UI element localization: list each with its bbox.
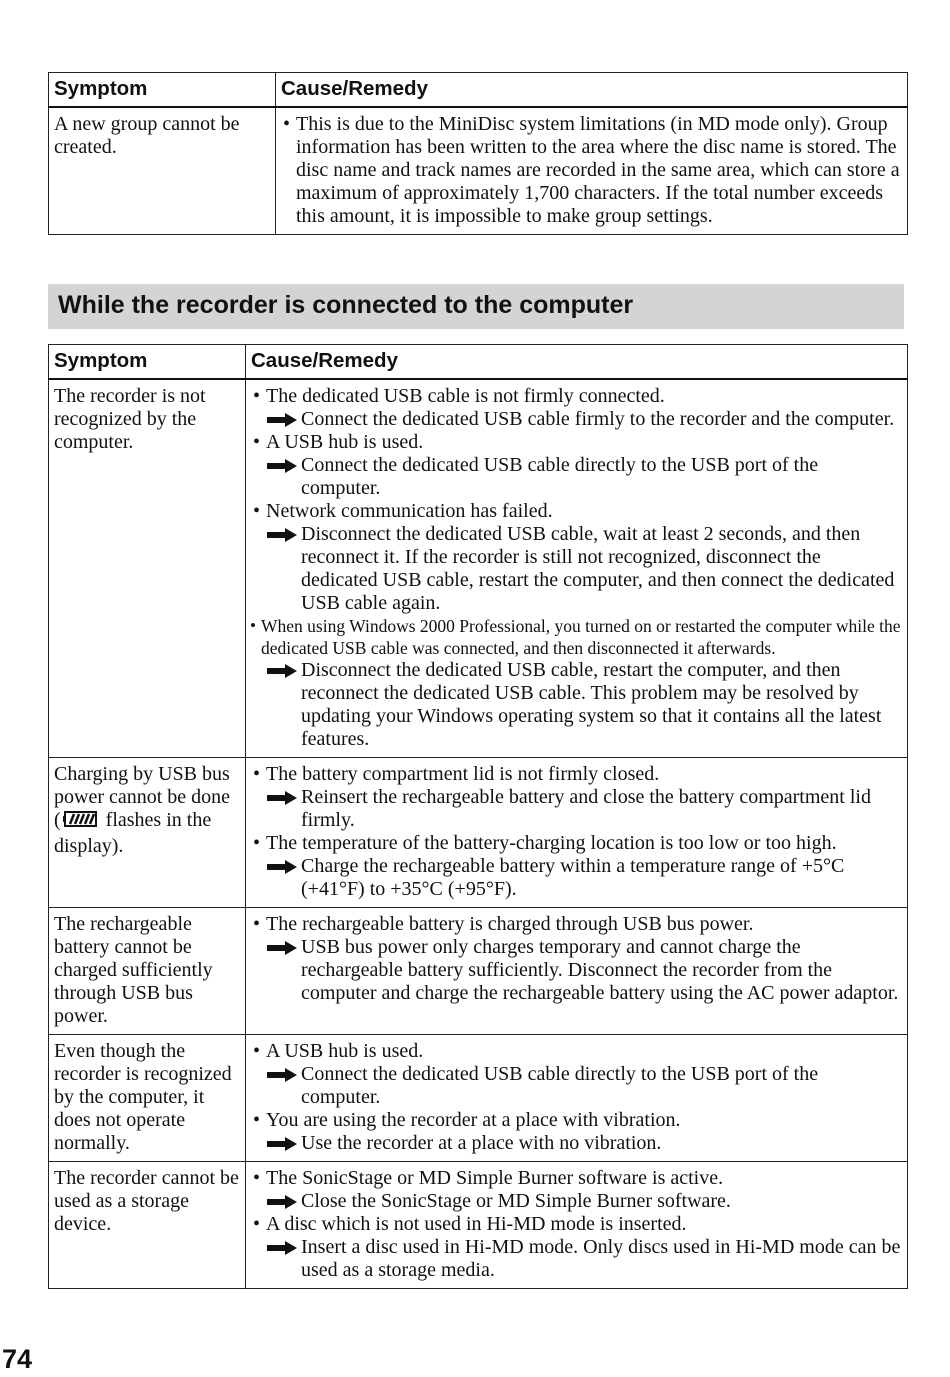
remedy-text: Connect the dedicated USB cable directly to the USB port of the computer.	[301, 1063, 819, 1108]
cause-bullet: • Network communication has failed.	[253, 500, 901, 523]
arrow-right-icon	[267, 528, 297, 542]
cause-bullet: • The temperature of the battery-charging location is too low or too high.	[253, 832, 901, 855]
cause-bullet: • This is due to the MiniDisc system limitations (in MD mode only). Group information has been written to the area where the disc name is stored. The disc name and track names are recorded in the same area, which can store a maximum of approximately 1,700 characters. If the total number exceeds this amount, it is impossible to make group settings.	[283, 113, 901, 228]
remedy-arrow-item	[253, 1236, 901, 1282]
remedy-arrow-item	[253, 936, 901, 1005]
remedy-arrow-item	[253, 454, 901, 500]
main-troubleshooting-table	[48, 344, 908, 1289]
symptom-cell: A new group cannot be created.	[49, 107, 276, 235]
remedy-arrow-item	[253, 786, 901, 832]
remedy-cell	[246, 379, 908, 758]
table-row	[49, 758, 908, 908]
symptom-cell: The recorder is not recognized by the computer.	[49, 379, 246, 758]
remedy-cell	[246, 1035, 908, 1162]
arrow-right-icon	[267, 459, 297, 473]
table-row	[49, 107, 908, 235]
cause-bullet: • The SonicStage or MD Simple Burner software is active.	[253, 1167, 901, 1190]
arrow-right-icon	[267, 860, 297, 874]
table-row	[49, 379, 908, 758]
remedy-text: Connect the dedicated USB cable directly to the USB port of the computer.	[301, 454, 819, 499]
section-heading-band	[48, 284, 904, 329]
remedy-text: Insert a disc used in Hi-MD mode. Only discs used in Hi-MD mode can be used as a storage media.	[301, 1236, 901, 1281]
arrow-right-icon	[267, 1195, 297, 1209]
cause-bullet: • A USB hub is used.	[253, 1040, 901, 1063]
page-number: 74	[2, 1344, 33, 1374]
remedy-text: Close the SonicStage or MD Simple Burner software.	[301, 1190, 731, 1212]
remedy-text: Use the recorder at a place with no vibration.	[301, 1132, 662, 1154]
symptom-cell: The rechargeable battery cannot be charged sufficiently through USB bus power.	[49, 908, 246, 1035]
arrow-right-icon	[267, 1241, 297, 1255]
cause-remedy-header: Cause/Remedy	[276, 73, 908, 108]
cause-bullet: • You are using the recorder at a place with vibration.	[253, 1109, 901, 1132]
section-title: While the recorder is connected to the computer	[58, 291, 634, 319]
remedy-text: Reinsert the rechargeable battery and close the battery compartment lid firmly.	[301, 786, 871, 831]
remedy-arrow-item	[253, 1063, 901, 1109]
cause-bullet: • A disc which is not used in Hi-MD mode is inserted.	[253, 1213, 901, 1236]
symptom-header: Symptom	[49, 73, 276, 108]
remedy-arrow-item	[253, 408, 901, 431]
remedy-text: Disconnect the dedicated USB cable, wait at least 2 seconds, and then reconnect it. If the recorder is still not recognized, disconnect the dedicated USB cable, restart the computer, and then connect the dedicated USB cable again.	[301, 523, 895, 614]
symptom-cell	[49, 758, 246, 908]
arrow-right-icon	[267, 664, 297, 678]
cause-bullet: • The dedicated USB cable is not firmly connected.	[253, 385, 901, 408]
top-troubleshooting-table	[48, 72, 908, 235]
arrow-right-icon	[267, 1137, 297, 1151]
battery-icon	[63, 809, 99, 835]
table-header-row	[49, 345, 908, 380]
arrow-right-icon	[267, 941, 297, 955]
cause-bullet: • The battery compartment lid is not firmly closed.	[253, 763, 901, 786]
cause-remedy-header: Cause/Remedy	[246, 345, 908, 380]
remedy-text: Connect the dedicated USB cable firmly to the recorder and the computer.	[301, 408, 895, 430]
symptom-cell: The recorder cannot be used as a storage device.	[49, 1162, 246, 1289]
remedy-cell	[246, 908, 908, 1035]
symptom-cell: Even though the recorder is recognized by the computer, it does not operate normally.	[49, 1035, 246, 1162]
remedy-text: Charge the rechargeable battery within a temperature range of +5°C (+41°F) to +35°C (+95°F).	[301, 855, 845, 900]
remedy-text: Disconnect the dedicated USB cable, restart the computer, and then reconnect the dedicated USB cable. This problem may be resolved by updating your Windows operating system so that it contains all the latest features.	[301, 659, 882, 750]
symptom-text: Charging by USB bus power cannot be done (	[54, 763, 231, 831]
table-row	[49, 1162, 908, 1289]
remedy-cell	[246, 758, 908, 908]
remedy-cell	[246, 1162, 908, 1289]
arrow-right-icon	[267, 791, 297, 805]
arrow-right-icon	[267, 413, 297, 427]
remedy-arrow-item	[253, 659, 901, 751]
remedy-arrow-item	[253, 855, 901, 901]
remedy-text: USB bus power only charges temporary and cannot charge the rechargeable battery sufficiently. Disconnect the recorder from the computer and charge the rechargeable battery using the AC power adaptor.	[301, 936, 899, 1004]
symptom-text: flashes in the display).	[54, 809, 212, 857]
arrow-right-icon	[267, 1068, 297, 1082]
remedy-arrow-item	[253, 1190, 901, 1213]
remedy-arrow-item	[253, 523, 901, 615]
table-header-row	[49, 73, 908, 108]
cause-bullet: • A USB hub is used.	[253, 431, 901, 454]
table-row	[49, 908, 908, 1035]
symptom-header: Symptom	[49, 345, 246, 380]
cause-bullet: • When using Windows 2000 Professional, you turned on or restarted the computer while the dedicated USB cable was connected, and then disconnected it afterwards.	[253, 615, 901, 659]
remedy-cell	[276, 107, 908, 235]
cause-bullet: • The rechargeable battery is charged through USB bus power.	[253, 913, 901, 936]
remedy-arrow-item	[253, 1132, 901, 1155]
table-row	[49, 1035, 908, 1162]
